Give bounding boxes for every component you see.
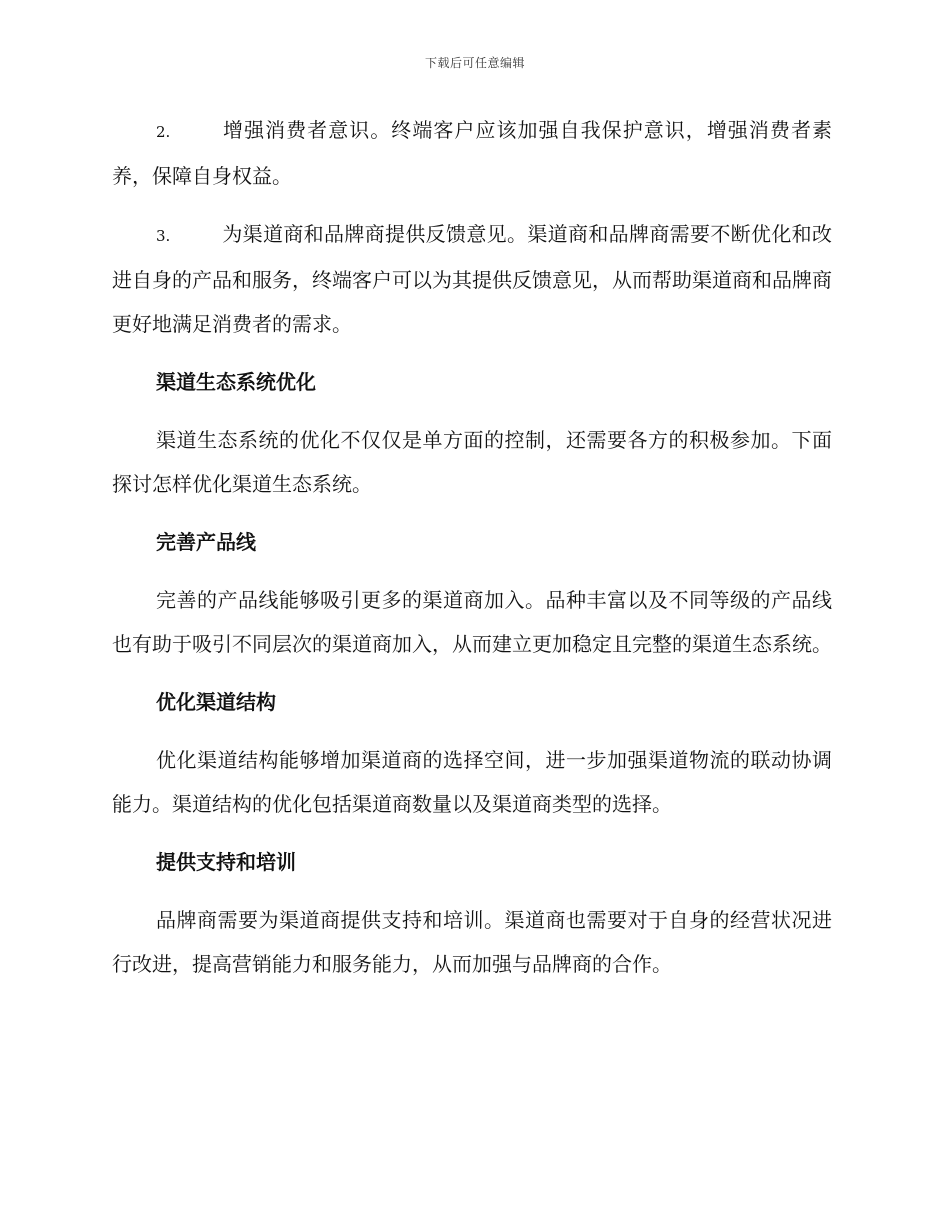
section-paragraph: 渠道生态系统的优化不仅仅是单方面的控制，还需要各方的积极参加。下面探讨怎样优化渠道生态系统。: [112, 428, 832, 496]
section-heading: 提供支持和培训: [156, 850, 296, 874]
list-number: 2.: [156, 123, 171, 141]
section-heading: 完善产品线: [156, 530, 256, 554]
list-text: 为渠道商和品牌商提供反馈意见。渠道商和品牌商需要不断优化和改进自身的产品和服务，终端客户可以为其提供反馈意见，从而帮助渠道商和品牌商更好地满足消费者的需求。: [112, 222, 832, 336]
list-text: 增强消费者意识。终端客户应该加强自我保护意识，增强消费者素养，保障自身权益。: [112, 118, 832, 188]
section-paragraph: 优化渠道结构能够增加渠道商的选择空间，进一步加强渠道物流的联动协调能力。渠道结构的优化包括渠道商数量以及渠道商类型的选择。: [112, 748, 832, 816]
list-number: 3.: [156, 227, 171, 245]
section-paragraph: 品牌商需要为渠道商提供支持和培训。渠道商也需要对于自身的经营状况进行改进，提高营销能力和服务能力，从而加强与品牌商的合作。: [112, 908, 832, 976]
section-paragraph: 完善的产品线能够吸引更多的渠道商加入。品种丰富以及不同等级的产品线也有助于吸引不同层次的渠道商加入，从而建立更加稳定且完整的渠道生态系统。: [112, 588, 832, 656]
section-heading: 优化渠道结构: [156, 690, 276, 714]
list-item-3: [112, 212, 832, 346]
document-body: [112, 108, 832, 1000]
header-note: 下载后可任意编辑: [424, 56, 525, 70]
section-heading: 渠道生态系统优化: [156, 370, 316, 394]
list-item-2: [112, 108, 832, 198]
